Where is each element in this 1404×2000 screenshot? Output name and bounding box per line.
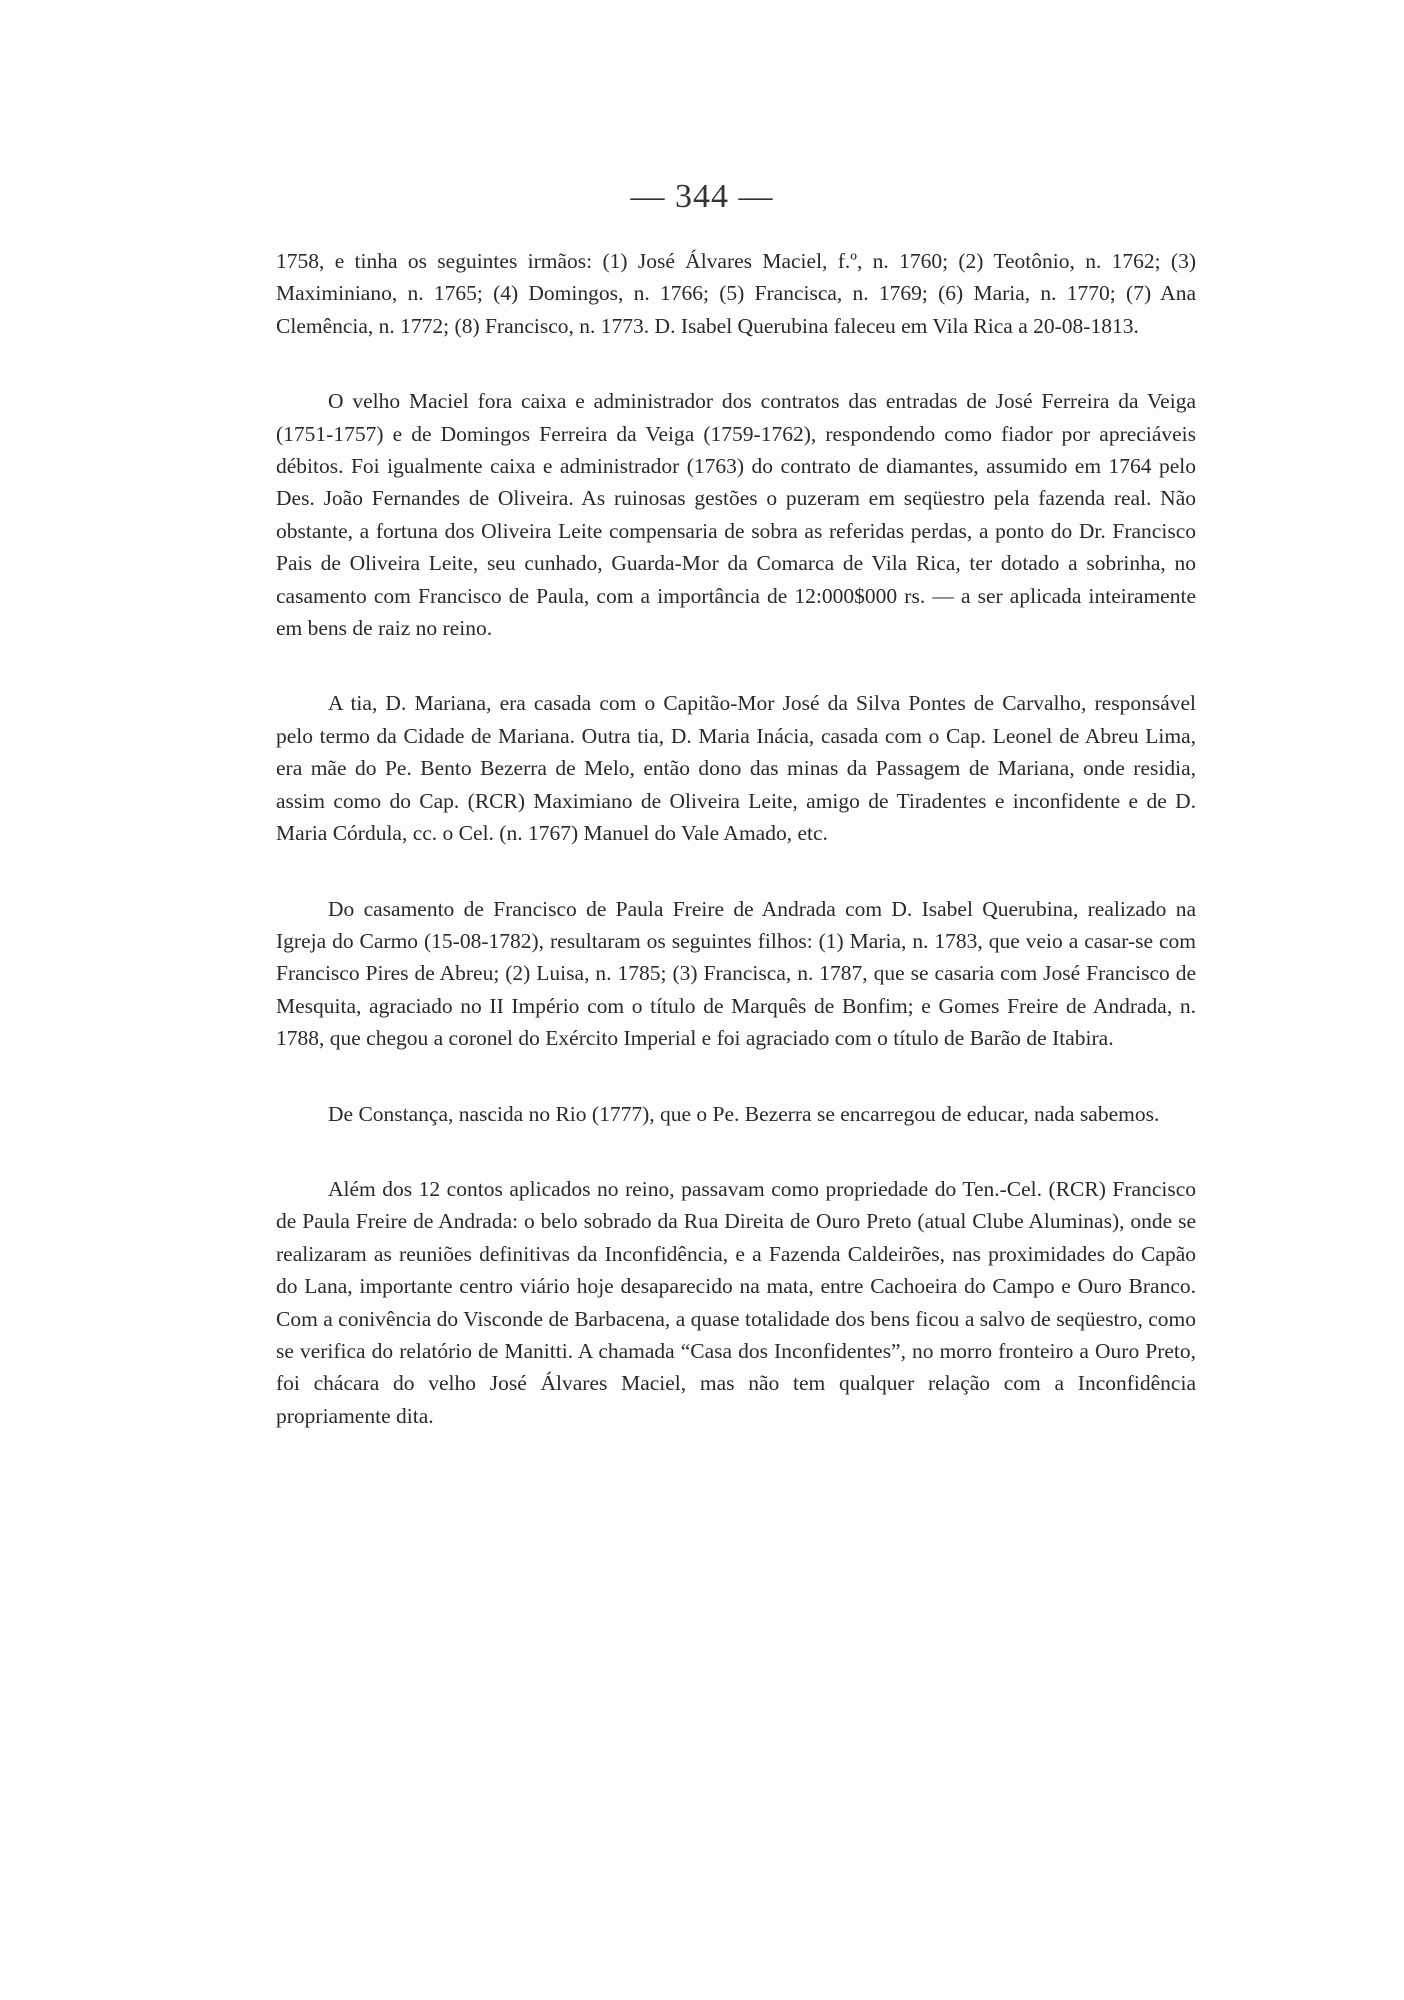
paragraph-siblings: 1758, e tinha os seguintes irmãos: (1) José Álvares Maciel, f.º, n. 1760; (2) Teotônio, n. 1762; (3) Maximiniano, n. 1765; (4) Domingos, n. 1766; (5) Francisca, n. 1769; (6) Maria, n. 1770; (7) Ana Clemência, n. 1772; (8) Francisco, n. 1773. D. Isabel Querubina faleceu em Vila Rica a 20-08-1813. [276,249,1196,338]
page-number: — 344 — [630,178,774,215]
paragraph-old-maciel: O velho Maciel fora caixa e administrador dos contratos das entradas de José Ferreira da Veiga (1751-1757) e de Domingos Ferreira da Veiga (1759-1762), respondendo como fiador por apreciáveis débitos. Foi igualmente caixa e administrador (1763) do contrato de diamantes, assumido em 1764 pelo Des. João Fernandes de Oliveira. As ruinosas gestões o puzeram em seqüestro pela fazenda real. Não obstante, a fortuna dos Oliveira Leite compensaria de sobra as referidas perdas, a ponto do Dr. Francisco Pais de Oliveira Leite, seu cunhado, Guarda-Mor da Comarca de Vila Rica, ter dotado a sobrinha, no casamento com Francisco de Paula, com a importância de 12:000$000 rs. — a ser aplicada inteiramente em bens de raiz no reino. [276,389,1196,641]
paragraph-aunts: A tia, D. Mariana, era casada com o Capitão-Mor José da Silva Pontes de Carvalho, responsável pelo termo da Cidade de Mariana. Outra tia, D. Maria Inácia, casada com o Cap. Leonel de Abreu Lima, era mãe do Pe. Bento Bezerra de Melo, então dono das minas da Passagem de Mariana, onde residia, assim como do Cap. (RCR) Maximiano de Oliveira Leite, amigo de Tiradentes e inconfidente e de D. Maria Córdula, cc. o Cel. (n. 1767) Manuel do Vale Amado, etc. [276,691,1196,846]
paragraph-marriage-children: Do casamento de Francisco de Paula Freire de Andrada com D. Isabel Querubina, realizado na Igreja do Carmo (15-08-1782), resultaram os seguintes filhos: (1) Maria, n. 1783, que veio a casar-se com Francisco Pires de Abreu; (2) Luisa, n. 1785; (3) Francisca, n. 1787, que se casaria com José Francisco de Mesquita, agraciado no II Império com o título de Marquês de Bonfim; e Gomes Freire de Andrada, n. 1788, que chegou a coronel do Exército Imperial e foi agraciado com o título de Barão de Itabira. [276,896,1196,1051]
paragraph-properties: Além dos 12 contos aplicados no reino, passavam como propriedade do Ten.-Cel. (RCR) Francisco de Paula Freire de Andrada: o belo sobrado da Rua Direita de Ouro Preto (atual Clube Aluminas), onde se realizaram as reuniões definitivas da Inconfidência, e a Fazenda Caldeirões, nas proximidades do Capão do Lana, importante centro viário hoje desaparecido na mata, entre Cachoeira do Campo e Ouro Branco. Com a conivência do Visconde de Barbacena, a quase totalidade dos bens ficou a salvo de seqüestro, como se verifica do relatório de Manitti. A chamada “Casa dos Inconfidentes”, no morro fronteiro a Ouro Preto, foi chácara do velho José Álvares Maciel, mas não tem qualquer relação com a Inconfidência propriamente dita. [276,1176,1196,1428]
body-text [276,245,1196,1432]
paragraph-constanca: De Constança, nascida no Rio (1777), que o Pe. Bezerra se encarregou de educar, nada sabemos. [328,1101,1160,1126]
